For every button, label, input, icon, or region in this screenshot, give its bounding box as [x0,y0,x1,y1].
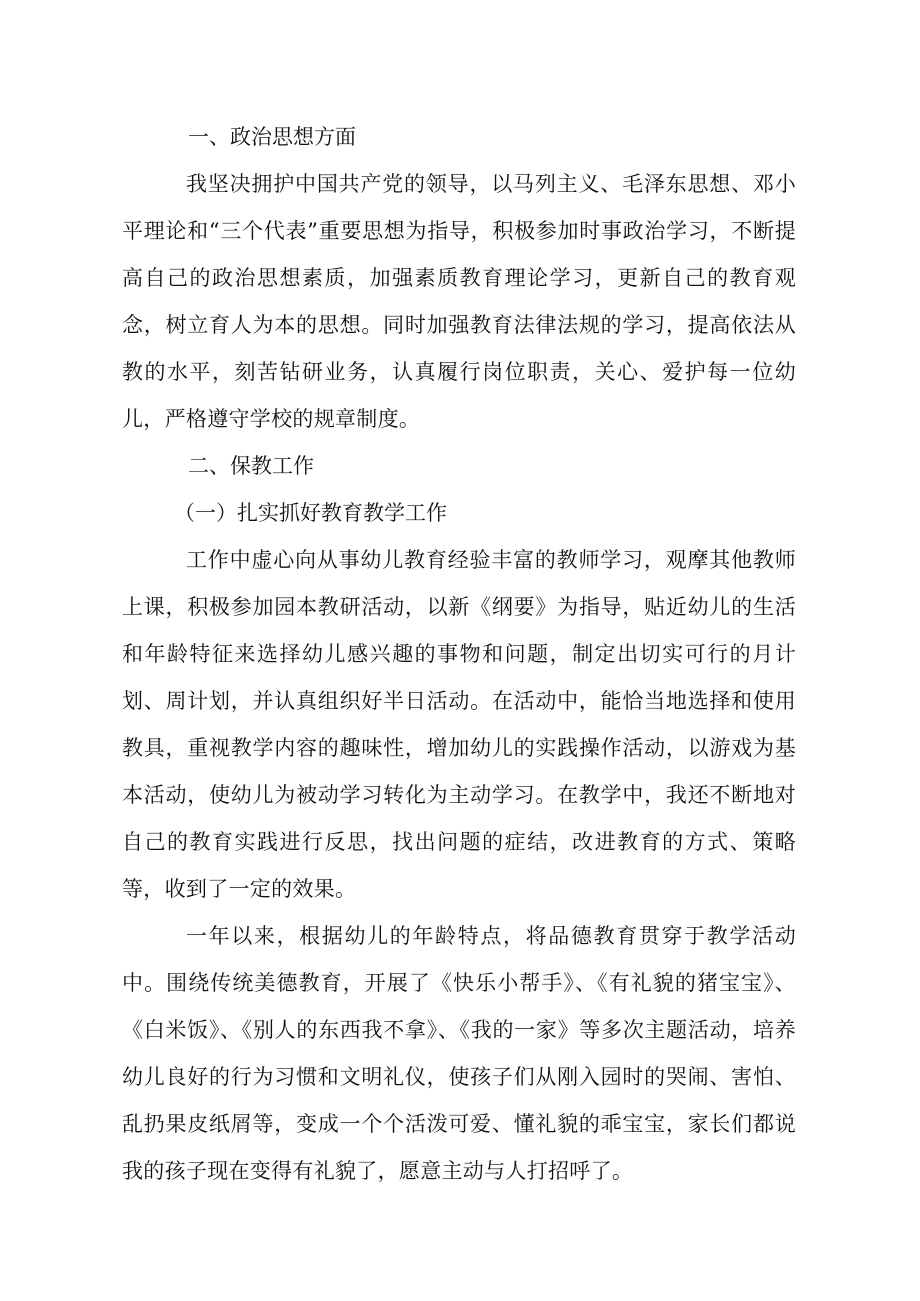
subsection-heading-teaching-work: （一）扎实抓好教育教学工作 [174,501,447,525]
document-body [122,114,796,1195]
paragraph-teaching-work: 工作中虚心向从事幼儿教育经验丰富的教师学习，观摩其他教师上课，积极参加园本教研活动，以新《纲要》为指导，贴近幼儿的生活和年龄特征来选择幼儿感兴趣的事物和问题，制定出切实可行的月计划、周计划，并认真组织好半日活动。在活动中，能恰当地选择和使用教具，重视教学内容的趣味性，增加幼儿的实践操作活动，以游戏为基本活动，使幼儿为被动学习转化为主动学习。在教学中，我还不断地对自己的教育实践进行反思，找出问题的症结，改进教育的方式、策略等，收到了一定的效果。 [122,548,796,901]
section-heading-political-thought: 一、政治思想方面 [188,125,356,149]
section-heading-care-education: 二、保教工作 [188,454,314,478]
paragraph-moral-education: 一年以来，根据幼儿的年龄特点，将品德教育贯穿于教学活动中。围绕传统美德教育，开展了《快乐小帮手》、《有礼貌的猪宝宝》、《白米饭》、《别人的东西我不拿》、《我的一家》等多次主题活动，培养幼儿良好的行为习惯和文明礼仪，使孩子们从刚入园时的哭闹、害怕、乱扔果皮纸屑等，变成一个个活泼可爱、懂礼貌的乖宝宝，家长们都说我的孩子现在变得有礼貌了，愿意主动与人打招呼了。 [122,924,796,1183]
paragraph-political-thought: 我坚决拥护中国共产党的领导，以马列主义、毛泽东思想、邓小平理论和“三个代表”重要思想为指导，积极参加时事政治学习，不断提高自己的政治思想素质，加强素质教育理论学习，更新自己的教育观念，树立育人为本的思想。同时加强教育法律法规的学习，提高依法从教的水平，刻苦钻研业务，认真履行岗位职责，关心、爱护每一位幼儿，严格遵守学校的规章制度。 [122,172,796,431]
